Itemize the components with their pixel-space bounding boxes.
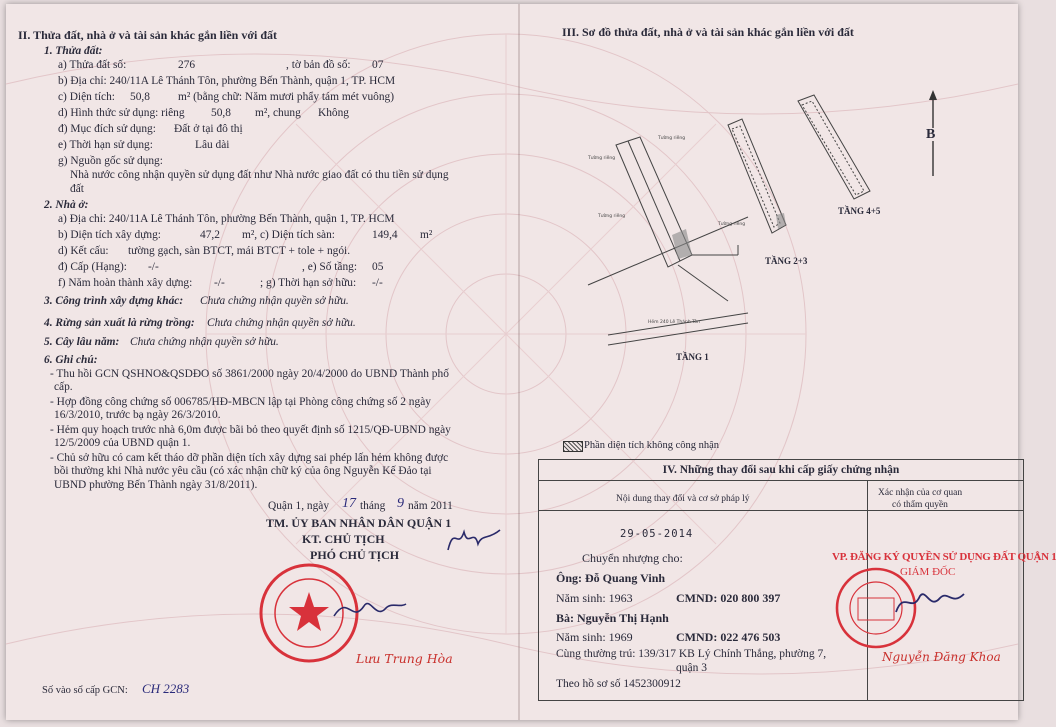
director-name: Nguyễn Đăng Khoa — [882, 650, 1001, 664]
office-name: VP. ĐĂNG KÝ QUYỀN SỬ DỤNG ĐẤT QUẬN 1 — [832, 551, 1056, 563]
initials-signature — [444, 520, 504, 560]
house-build-area-value: 47,2 — [200, 229, 220, 241]
item4-heading: 4. Rừng sản xuất là rừng trồng: — [44, 317, 195, 329]
land-heading: 1. Thửa đất: — [44, 45, 103, 57]
land-term-label: e) Thời hạn sử dụng: — [58, 139, 153, 151]
item5-value: Chưa chứng nhận quyền sở hữu. — [130, 336, 279, 348]
land-use-form-value: 50,8 — [211, 107, 231, 119]
cert-number-value: CH 2283 — [142, 681, 190, 696]
house-grade-label: đ) Cấp (Hạng): — [58, 261, 127, 273]
sign-date-year: năm 2011 — [408, 500, 453, 512]
land-use-form-label: d) Hình thức sử dụng: riêng — [58, 107, 185, 119]
house-year-value: -/- — [214, 277, 225, 289]
sign-date-month: 9 — [397, 496, 404, 511]
land-use-form-common: Không — [318, 107, 350, 119]
land-origin-value-1: Nhà nước công nhận quyền sử dụng đất như Nhà nước giao đất có thu tiền sử dụng — [70, 169, 449, 181]
owner1-id: CMND: 020 800 397 — [676, 591, 781, 605]
house-heading: 2. Nhà ở: — [44, 199, 89, 211]
residence-line-2: quận 3 — [676, 662, 707, 674]
house-structure-value: tường gạch, sàn BTCT, mái BTCT + tole + ngói. — [128, 245, 351, 257]
note-line: - Chủ sở hữu có cam kết tháo dỡ phần diện tích xây dựng sai phép lấn hẻm không được — [50, 452, 449, 464]
land-a-value: 276 — [178, 59, 196, 71]
house-floor-area-label: m², c) Diện tích sàn: — [242, 229, 335, 241]
north-label: B — [926, 127, 936, 142]
svg-text:Tường riêng: Tường riêng — [588, 156, 616, 161]
item3-value: Chưa chứng nhận quyền sở hữu. — [200, 295, 349, 307]
house-grade-value: -/- — [148, 261, 159, 273]
land-sheet-label: , tờ bản đồ số: — [286, 59, 351, 71]
note-line: - Thu hồi GCN QSHNO&QSDĐO số 3861/2000 ngày 20/4/2000 do UBND Thành phố — [50, 368, 449, 380]
house-ownership-term-label: ; g) Thời hạn sở hữu: — [260, 277, 357, 289]
land-a-label: a) Thửa đất số: — [58, 59, 127, 71]
note-line: cấp. — [54, 381, 73, 393]
house-address: a) Địa chỉ: 240/11A Lê Thánh Tôn, phường Bến Thành, quận 1, TP. HCM — [58, 213, 395, 225]
land-origin-label: g) Nguồn gốc sử dụng: — [58, 155, 163, 167]
item3-heading: 3. Công trình xây dựng khác: — [44, 295, 184, 307]
land-sheet-value: 07 — [372, 59, 384, 71]
item5-heading: 5. Cây lâu năm: — [44, 336, 120, 348]
kt-chairman: KT. CHỦ TỊCH — [302, 532, 385, 546]
sign-date-prefix: Quận 1, ngày — [268, 500, 330, 512]
svg-text:Tường riêng: Tường riêng — [598, 214, 626, 219]
cert-number-label: Số vào sổ cấp GCN: — [42, 685, 128, 696]
house-floor-area-unit: m² — [420, 229, 433, 241]
floor-2-3-label: TẦNG 2+3 — [765, 256, 808, 266]
note-line: bồi thường khi Nhà nước yêu cầu (có xác nhận chữ ký của ông Nguyễn Kế Đảo tại — [54, 465, 432, 477]
house-build-area-label: b) Diện tích xây dựng: — [58, 229, 161, 241]
sign-date-day: 17 — [342, 496, 356, 511]
land-address: b) Địa chỉ: 240/11A Lê Thánh Tôn, phường Bến Thành, quận 1, TP. HCM — [58, 75, 396, 87]
land-purpose-value: Đất ở tại đô thị — [174, 123, 243, 135]
land-purpose-label: đ) Mục đích sử dụng: — [58, 123, 156, 135]
note-line: - Hợp đồng công chứng số 006785/HĐ-MBCN lập tại Phòng công chứng số 2 ngày — [50, 396, 431, 408]
residence-line-1: Cùng thường trú: 139/317 KB Lý Chính Thắng, phường 7, — [556, 648, 827, 660]
note-line: UBND phường Bến Thành ngày 31/8/2011). — [54, 479, 258, 491]
svg-text:Hẻm 240 Lê Thánh Tôn: Hẻm 240 Lê Thánh Tôn — [648, 320, 700, 325]
house-floors-value: 05 — [372, 261, 384, 273]
director-signature — [890, 584, 970, 624]
owner2-name: Bà: Nguyễn Thị Hạnh — [556, 611, 669, 625]
land-origin-value-2: đất — [70, 183, 84, 195]
director-title: GIÁM ĐỐC — [900, 566, 956, 578]
table-col1-header: Nội dung thay đổi và cơ sở pháp lý — [616, 494, 750, 504]
owner2-birth-year: Năm sinh: 1969 — [556, 630, 633, 644]
vice-chairman: PHÓ CHỦ TỊCH — [310, 548, 400, 562]
legend-label: Phần diện tích không công nhận — [584, 440, 720, 451]
item4-value: Chưa chứng nhận quyền sở hữu. — [207, 317, 356, 329]
svg-text:Tường riêng: Tường riêng — [718, 222, 746, 227]
land-area-unit: m² (bằng chữ: Năm mươi phẩy tám mét vuông) — [178, 91, 395, 103]
transfer-label: Chuyển nhượng cho: — [582, 551, 683, 565]
note-line: 12/5/2009 của UBND quận 1. — [54, 437, 191, 449]
house-floor-area-value: 149,4 — [372, 229, 398, 241]
table-col2-header-1: Xác nhận của cơ quan — [878, 488, 963, 498]
table-col2-header-2: có thẩm quyền — [892, 500, 948, 510]
section-title-ii: II. Thửa đất, nhà ở và tài sản khác gắn liền với đất — [18, 28, 278, 42]
changes-table-title: IV. Những thay đổi sau khi cấp giấy chứng nhận — [539, 460, 1023, 481]
change-date: 29-05-2014 — [620, 528, 694, 540]
signer-name: Lưu Trung Hòa — [356, 651, 453, 666]
house-ownership-term-value: -/- — [372, 277, 383, 289]
house-year-label: f) Năm hoàn thành xây dựng: — [58, 277, 193, 289]
owner1-birth-year: Năm sinh: 1963 — [556, 591, 633, 605]
table-divider — [539, 510, 1023, 511]
land-term-value: Lâu dài — [195, 139, 230, 151]
note-line: - Hẻm quy hoạch trước nhà 6,0m được bãi bỏ theo quyết định số 1215/QĐ-UBND ngày — [50, 424, 451, 436]
owner1-name: Ông: Đỗ Quang Vinh — [556, 571, 666, 585]
floor-4-5-label: TẦNG 4+5 — [838, 206, 881, 216]
floor-1-label: TẦNG 1 — [676, 352, 709, 362]
legend-swatch — [563, 441, 583, 452]
svg-text:Tường riêng: Tường riêng — [658, 136, 686, 141]
note-line: 16/3/2010, trước bạ ngày 26/3/2010. — [54, 409, 221, 421]
site-plan-diagram — [588, 95, 888, 360]
notes-heading: 6. Ghi chú: — [44, 354, 98, 366]
sign-date-month-label: tháng — [360, 500, 386, 512]
land-use-form-unit: m², chung — [255, 107, 301, 119]
land-area-value: 50,8 — [130, 91, 150, 103]
authority-name: TM. ỦY BAN NHÂN DÂN QUẬN 1 — [266, 516, 452, 530]
section-title-iii: III. Sơ đồ thửa đất, nhà ở và tài sản khác gắn liền với đất — [562, 25, 854, 39]
land-area-label: c) Diện tích: — [58, 91, 115, 103]
vice-chairman-signature — [330, 590, 410, 630]
owner2-id: CMND: 022 476 503 — [676, 630, 781, 644]
house-floors-label: , e) Số tầng: — [302, 261, 358, 273]
house-structure-label: d) Kết cấu: — [58, 245, 109, 257]
file-number: Theo hồ sơ số 1452300912 — [556, 678, 681, 690]
